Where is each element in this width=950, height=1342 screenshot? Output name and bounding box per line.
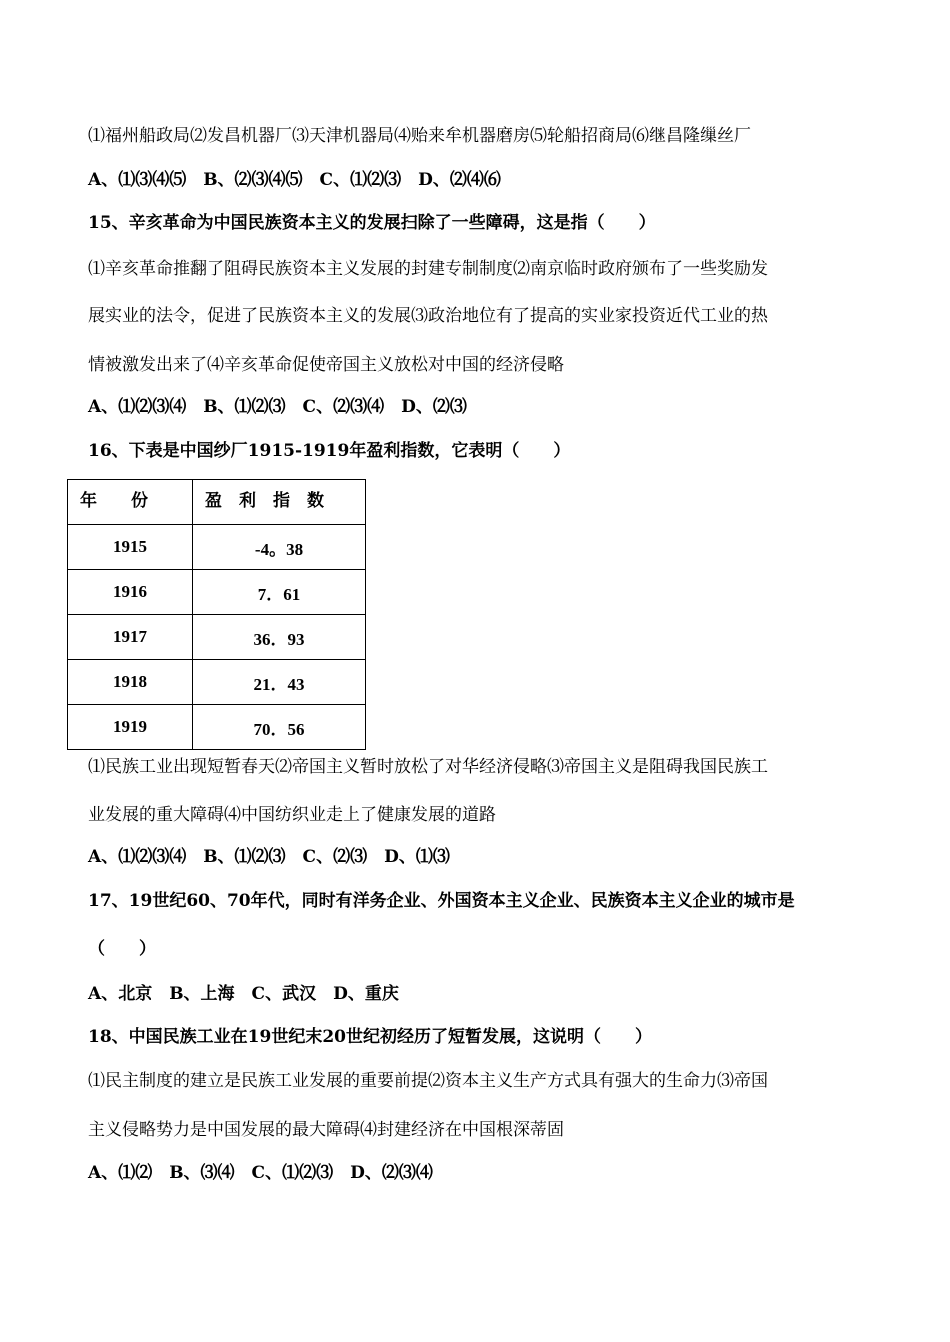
index-cell: 7．61	[193, 570, 366, 615]
q17-blank: （ ）	[88, 939, 156, 959]
year-cell: 1916	[68, 570, 193, 615]
index-cell: -4。38	[193, 525, 366, 570]
index-cell: 21．43	[193, 660, 366, 705]
q18-item-line-1: ⑴民主制度的建立是民族工业发展的重要前提⑵资本主义生产方式具有强大的生命力⑶帝国	[88, 1071, 768, 1091]
q14-items: ⑴福州船政局⑵发昌机器厂⑶天津机器局⑷贻来牟机器磨房⑸轮船招商局⑹继昌隆缫丝厂	[88, 126, 751, 146]
q15-options: A、⑴⑵⑶⑷ B、⑴⑵⑶ C、⑵⑶⑷ D、⑵⑶	[88, 397, 467, 417]
q15-item-line-2: 展实业的法令，促进了民族资本主义的发展⑶政治地位有了提高的实业家投资近代工业的热	[88, 306, 768, 326]
q14-options: A、⑴⑶⑷⑸ B、⑵⑶⑷⑸ C、⑴⑵⑶ D、⑵⑷⑹	[88, 170, 501, 190]
table-row	[68, 705, 366, 750]
header-profit-index: 盈 利 指 数	[193, 480, 366, 525]
index-cell: 36．93	[193, 615, 366, 660]
profit-index-table	[67, 479, 366, 750]
q18-item-line-2: 主义侵略势力是中国发展的最大障碍⑷封建经济在中国根深蒂固	[88, 1120, 564, 1140]
q17-options: A、北京 B、上海 C、武汉 D、重庆	[88, 984, 399, 1004]
year-cell: 1917	[68, 615, 193, 660]
q15-item-line-1: ⑴辛亥革命推翻了阻碍民族资本主义发展的封建专制制度⑵南京临时政府颁布了一些奖励发	[88, 259, 768, 279]
table-row	[68, 615, 366, 660]
q16-options: A、⑴⑵⑶⑷ B、⑴⑵⑶ C、⑵⑶ D、⑴⑶	[88, 847, 450, 867]
table-row	[68, 570, 366, 615]
header-year: 年 份	[68, 480, 193, 525]
table-row	[68, 660, 366, 705]
q17-stem: 17、19世纪60、70年代，同时有洋务企业、外国资本主义企业、民族资本主义企业的城市是	[88, 891, 795, 911]
q18-options: A、⑴⑵ B、⑶⑷ C、⑴⑵⑶ D、⑵⑶⑷	[88, 1163, 433, 1183]
year-cell: 1918	[68, 660, 193, 705]
year-cell: 1919	[68, 705, 193, 750]
q15-item-line-3: 情被激发出来了⑷辛亥革命促使帝国主义放松对中国的经济侵略	[88, 355, 564, 375]
q16-stem: 16、下表是中国纱厂1915-1919年盈利指数，它表明（ ）	[88, 441, 571, 461]
table-header-row	[68, 480, 366, 525]
q15-stem: 15、辛亥革命为中国民族资本主义的发展扫除了一些障碍，这是指（ ）	[88, 213, 656, 233]
q18-stem: 18、中国民族工业在19世纪末20世纪初经历了短暂发展，这说明（ ）	[88, 1027, 652, 1047]
q16-item-line-1: ⑴民族工业出现短暂春天⑵帝国主义暂时放松了对华经济侵略⑶帝国主义是阻碍我国民族工	[88, 757, 768, 777]
table-row	[68, 525, 366, 570]
index-cell: 70．56	[193, 705, 366, 750]
q16-item-line-2: 业发展的重大障碍⑷中国纺织业走上了健康发展的道路	[88, 805, 496, 825]
year-cell: 1915	[68, 525, 193, 570]
